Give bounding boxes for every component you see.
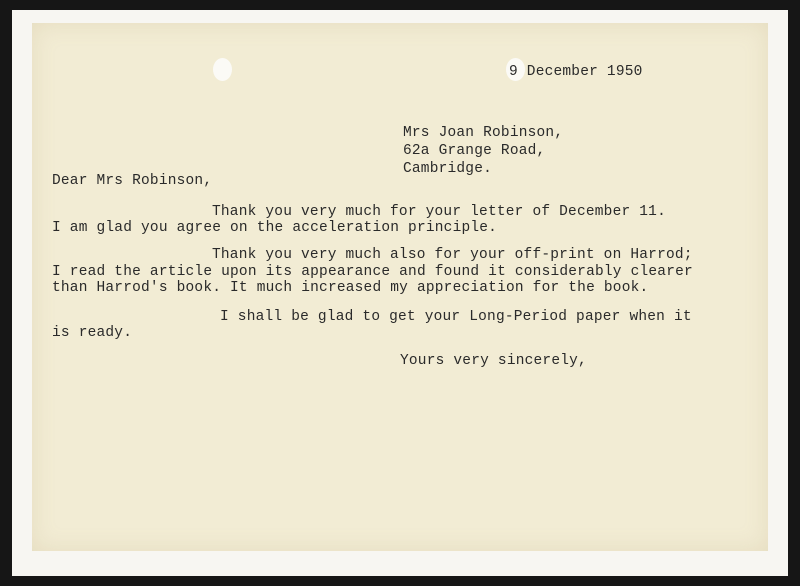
closing: Yours very sincerely, bbox=[400, 353, 587, 369]
paragraph-3-line-1: I shall be glad to get your Long-Period paper when it bbox=[220, 309, 692, 325]
paragraph-2-line-1: Thank you very much also for your off-print on Harrod; bbox=[212, 247, 693, 263]
paragraph-2-line-2: I read the article upon its appearance and found it considerably clearer bbox=[52, 264, 693, 280]
recipient-name: Mrs Joan Robinson, bbox=[403, 125, 564, 141]
letter-page bbox=[32, 23, 768, 551]
paragraph-3-line-2: is ready. bbox=[52, 325, 133, 341]
paragraph-2-line-3: than Harrod's book. It much increased my appreciation for the book. bbox=[52, 280, 649, 296]
letter-date: 9 December 1950 bbox=[509, 64, 643, 80]
recipient-street: 62a Grange Road, bbox=[403, 143, 546, 159]
punch-hole-left bbox=[213, 58, 232, 81]
salutation: Dear Mrs Robinson, bbox=[52, 173, 213, 189]
paragraph-1-line-1: Thank you very much for your letter of December 11. bbox=[212, 204, 666, 220]
paragraph-1-line-2: I am glad you agree on the acceleration principle. bbox=[52, 220, 498, 236]
recipient-city: Cambridge. bbox=[403, 161, 493, 177]
